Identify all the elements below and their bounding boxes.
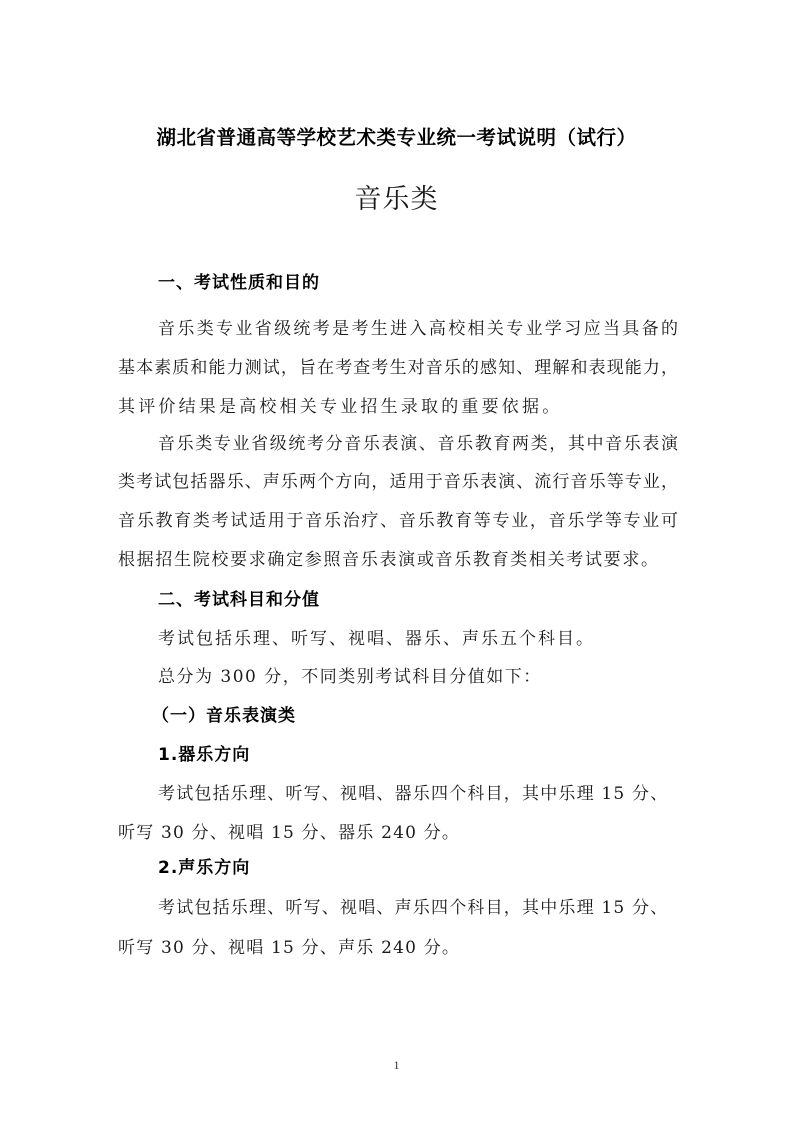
paragraph-line: 其评价结果是高校相关专业招生录取的重要依据。 bbox=[118, 397, 563, 417]
subsection-heading-performance: （一）音乐表演类 bbox=[152, 706, 296, 726]
paragraph-line: 类考试包括器乐、声乐两个方向，适用于音乐表演、流行音乐等专业， bbox=[118, 472, 678, 492]
paragraph-line: 考试包括乐理、听写、视唱、器乐、声乐五个科目。 bbox=[158, 629, 595, 649]
paragraph-line: 听写 30 分、视唱 15 分、器乐 240 分。 bbox=[118, 823, 461, 843]
document-title: 湖北省普通高等学校艺术类专业统一考试说明（试行） bbox=[156, 126, 637, 149]
page-number: 1 bbox=[393, 1058, 400, 1072]
section-heading-subjects-scores: 二、考试科目和分值 bbox=[158, 590, 320, 610]
item-heading-instrumental: 1.器乐方向 bbox=[158, 745, 251, 765]
paragraph-line: 听写 30 分、视唱 15 分、声乐 240 分。 bbox=[118, 938, 461, 958]
paragraph-line: 音乐类专业省级统考分音乐表演、音乐教育两类，其中音乐表演 bbox=[158, 434, 678, 454]
section-heading-exam-nature: 一、考试性质和目的 bbox=[158, 273, 320, 293]
paragraph-line: 考试包括乐理、听写、视唱、器乐四个科目，其中乐理 15 分、 bbox=[158, 784, 669, 804]
paragraph-line: 音乐类专业省级统考是考生进入高校相关专业学习应当具备的 bbox=[158, 319, 678, 339]
paragraph-line: 音乐教育类考试适用于音乐治疗、音乐教育等专业，音乐学等专业可 bbox=[118, 511, 678, 531]
paragraph-line: 根据招生院校要求确定参照音乐表演或音乐教育类相关考试要求。 bbox=[118, 550, 658, 570]
paragraph-line: 总分为 300 分，不同类别考试科目分值如下： bbox=[158, 667, 542, 687]
document-subtitle: 音乐类 bbox=[354, 184, 439, 215]
paragraph-line: 基本素质和能力测试，旨在考查考生对音乐的感知、理解和表现能力， bbox=[118, 358, 678, 378]
paragraph-line: 考试包括乐理、听写、视唱、声乐四个科目，其中乐理 15 分、 bbox=[158, 898, 669, 918]
item-heading-vocal: 2.声乐方向 bbox=[158, 858, 251, 878]
